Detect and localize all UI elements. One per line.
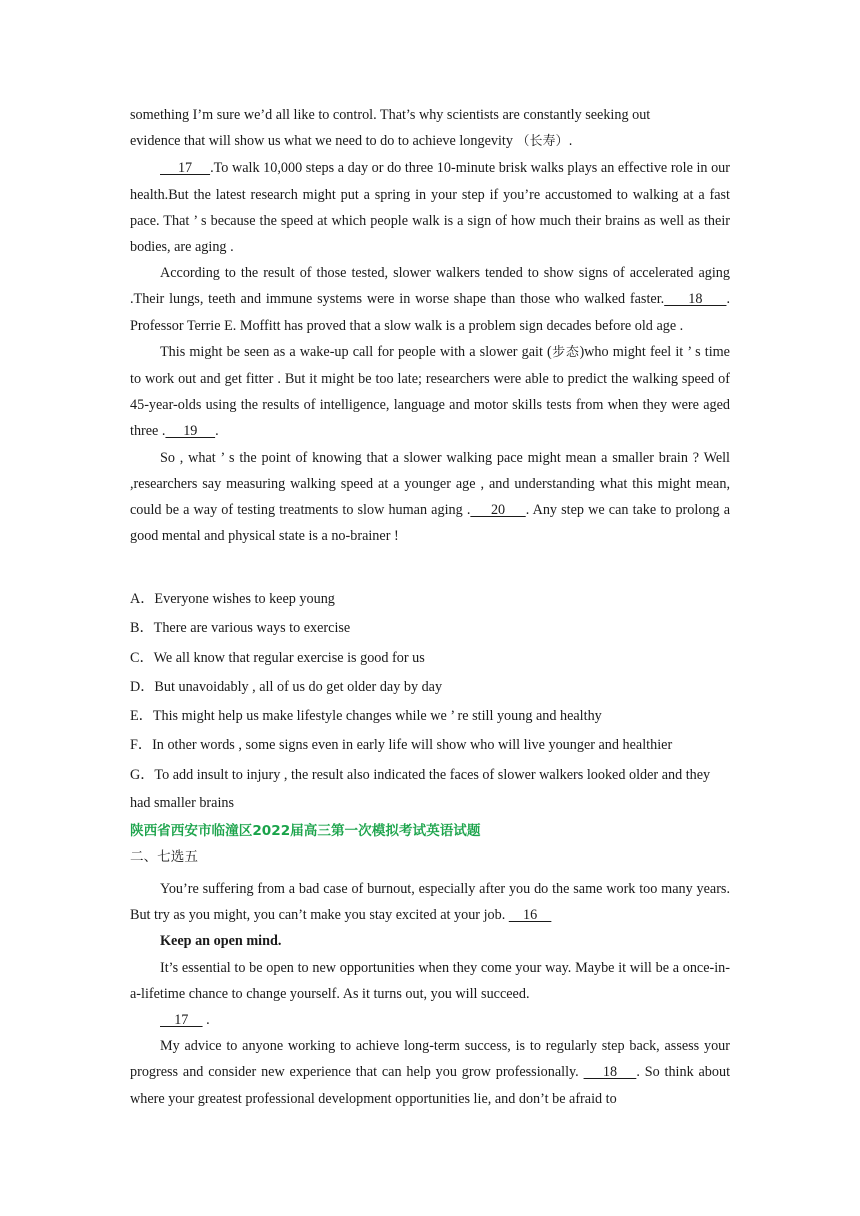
blank-19: 19 bbox=[165, 423, 216, 440]
punctuation: . bbox=[215, 423, 219, 440]
paragraph-text: . Any step we can take to prolong a good mental and physical state is a no-brainer ! bbox=[130, 502, 731, 545]
option-f: F．In other words , some signs even in early life will show who will live younger and healthier bbox=[130, 737, 673, 754]
section-title: 二、七选五 bbox=[130, 849, 198, 865]
option-d: D．But unavoidably , all of us do get older day by day bbox=[130, 678, 443, 695]
passage-2-paragraph-18 bbox=[130, 1033, 730, 1112]
paragraph-text: . So think about where your greatest professional development opportunities lie, and don’t be afraid to bbox=[130, 1064, 731, 1107]
blank-20: 20 bbox=[470, 502, 526, 519]
passage-2-paragraph-16 bbox=[130, 876, 730, 928]
paragraph-text: My advice to anyone working to achieve long-term success, is to regularly step back, assess your progress and consider new experience that can help you grow professionally. bbox=[130, 1038, 730, 1081]
option-e: E．This might help us make lifestyle changes while we ’ re still young and healthy bbox=[130, 708, 602, 725]
paragraph-text: )who might feel it ’ s time to work out and get fitter . But it might be too late; researchers were able to predict the walking speed of 45-year-olds using the results of intelligence, language and motor skills tests from when they were aged three . bbox=[130, 343, 730, 440]
passage-2-heading: Keep an open mind. bbox=[160, 933, 282, 950]
paragraph-text: .To walk 10,000 steps a day or do three 10-minute brisk walks plays an effective role in our health.But the latest research might put a spring in your step if you’re accustomed to walking at a fast pace. That ’ s because the speed at which people walk is a sign of how much their brains as well as their bodies, are aging . bbox=[130, 160, 731, 256]
chinese-gloss: 步态 bbox=[551, 344, 580, 360]
paragraph-text: You’re suffering from a bad case of burnout, especially after you do the same work too many years. But try as you might, you can’t make you stay excited at your job. bbox=[130, 881, 730, 924]
paragraph-text: According to the result of those tested, slower walkers tended to show signs of accelerated aging .Their lungs, teeth and immune systems were in worse shape than those who walked faster. bbox=[130, 265, 730, 308]
passage-1-intro bbox=[130, 102, 730, 155]
passage-1-paragraph-19 bbox=[130, 339, 730, 445]
blank-16: 16 bbox=[508, 907, 552, 924]
blank-17: 17 bbox=[160, 1012, 203, 1029]
intro-line-1: something I’m sure we’d all like to control. That’s why scientists are constantly seeking out bbox=[130, 107, 651, 123]
passage-2-paragraph: It’s essential to be open to new opportunities when they come your way. Maybe it will be a once-in-a-lifetime chance to change yourself. As it turns out, you will succeed. bbox=[130, 959, 730, 1002]
exam-source-title: 陕西省西安市临潼区2022届高三第一次模拟考试英语试题 bbox=[130, 823, 481, 839]
intro-line-2: evidence that will show us what we need to do to achieve longevity bbox=[130, 133, 517, 150]
passage-2 bbox=[130, 876, 730, 1112]
option-c: C．We all know that regular exercise is good for us bbox=[130, 649, 425, 666]
intro-chinese-gloss: （长寿）. bbox=[516, 134, 573, 150]
paragraph-text: . Professor Terrie E. Moffitt has proved that a slow walk is a problem sign decades before old age . bbox=[130, 291, 730, 334]
passage-1-paragraph-17 bbox=[130, 155, 730, 260]
punctuation: . bbox=[202, 1012, 210, 1029]
option-b: B．There are various ways to exercise bbox=[130, 620, 351, 637]
paragraph-text: So , what ’ s the point of knowing that a slower walking pace might mean a smaller brain ? Well ,researchers say measuring walking speed at a younger age , and understanding what this might mean, could be a way of testing treatments to slow human aging . bbox=[130, 449, 730, 519]
paragraph-text: This might be seen as a wake-up call for people with a slower gait ( bbox=[160, 343, 552, 360]
passage-1-paragraph-18 bbox=[130, 260, 730, 339]
passage-1-paragraph-20 bbox=[130, 445, 730, 550]
blank-17: 17 bbox=[160, 160, 211, 177]
passage-2-paragraph-17 bbox=[130, 1007, 730, 1033]
option-a: A．Everyone wishes to keep young bbox=[130, 591, 335, 607]
option-g: G．To add insult to injury , the result also indicated the faces of slower walkers looked older and they had smaller brains bbox=[130, 766, 711, 811]
exam-header bbox=[130, 818, 730, 870]
blank-18: 18 bbox=[664, 291, 727, 308]
blank-18: 18 bbox=[583, 1064, 637, 1081]
answer-options bbox=[130, 585, 730, 817]
passage-1 bbox=[130, 102, 730, 549]
